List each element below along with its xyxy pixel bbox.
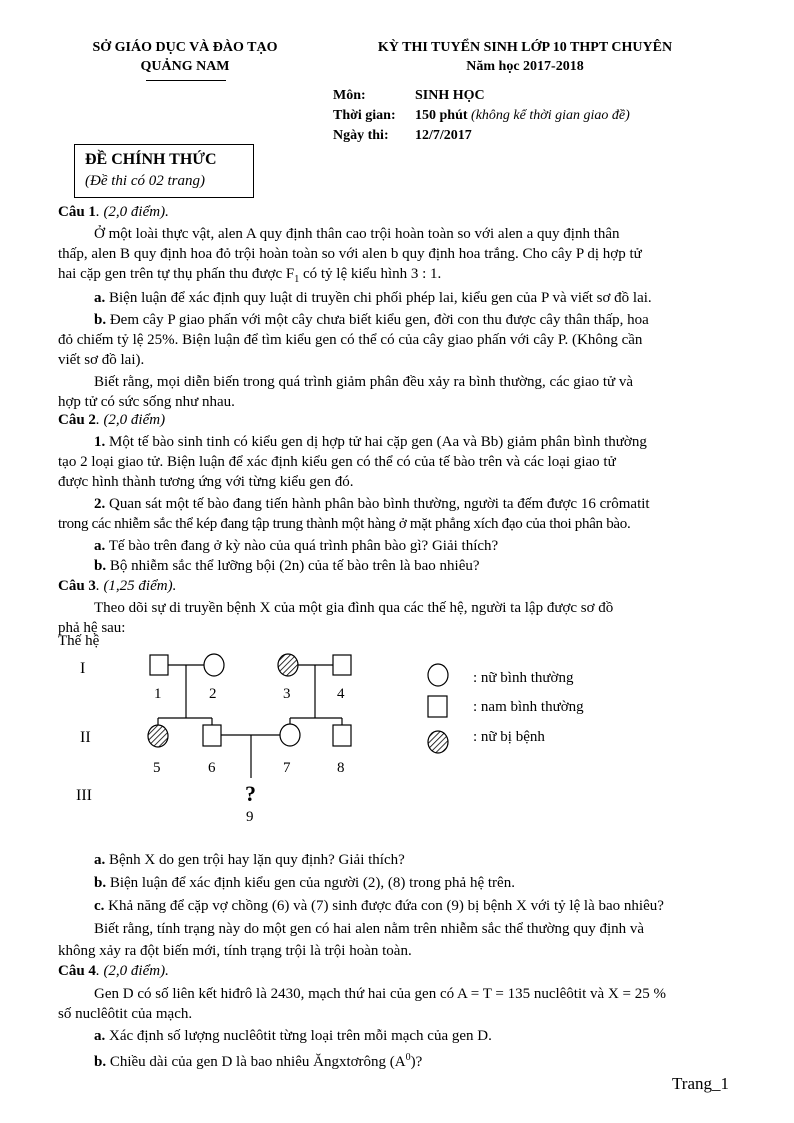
- q1-b-label: b.: [94, 312, 107, 328]
- q3-b-text: Biện luận để xác định kiểu gen của người (2), (8) trong phả hệ trên.: [106, 875, 515, 891]
- q4-part-a: [58, 1026, 738, 1046]
- individual-number-7: 7: [283, 760, 291, 776]
- q3-c-label: c.: [94, 898, 105, 914]
- individual-number-1: 1: [154, 686, 162, 702]
- time-value: 150 phút: [415, 108, 468, 123]
- individual-9-unknown: ?: [245, 781, 256, 806]
- q4-a-text: Xác định số lượng nuclêôtit từng loại trên mỗi mạch của gen D.: [105, 1028, 492, 1044]
- individual-8-male: [333, 725, 351, 746]
- individual-number-9: 9: [246, 809, 254, 825]
- q2-b-text: Bộ nhiễm sắc thể lưỡng bội (2n) của tế bào trên là bao nhiêu?: [106, 558, 480, 574]
- official-exam-box: [74, 144, 254, 198]
- department-underline: [146, 80, 226, 81]
- q3-intro-1: Theo dõi sự di truyền bệnh X của một gia đình qua các thế hệ, người ta lập được sơ đồ: [94, 600, 614, 616]
- exam-meta: [333, 86, 630, 146]
- q1-heading: [58, 202, 738, 222]
- official-title: ĐỀ CHÍNH THỨC: [85, 151, 217, 168]
- q3-c-text: Khả năng để cặp vợ chồng (6) và (7) sinh được đứa con (9) bị bệnh X với tỷ lệ là bao nhiêu?: [104, 898, 664, 914]
- subject-label: Môn:: [333, 88, 366, 103]
- q3-note-1: Biết rằng, tính trạng này do một gen có hai alen nằm trên nhiễm sắc thể thường quy định và: [94, 921, 645, 937]
- generation-header: Thế hệ: [58, 633, 100, 649]
- legend-male-normal-icon: [428, 696, 447, 717]
- individual-4-male: [333, 655, 351, 675]
- q4-heading: [58, 961, 738, 981]
- individual-number-2: 2: [209, 686, 217, 702]
- q1-note-1: Biết rằng, mọi diễn biến trong quá trình giảm phân đều xảy ra bình thường, các giao tử và: [94, 374, 634, 390]
- individual-6-male: [203, 725, 221, 746]
- individual-number-3: 3: [283, 686, 291, 702]
- q1-part-a: [58, 288, 738, 308]
- date-value: 12/7/2017: [415, 128, 472, 143]
- date-row: [333, 126, 630, 146]
- q2-part-b: [58, 556, 738, 576]
- page-number: Trang_1: [672, 1074, 729, 1093]
- q2-title: Câu 2: [58, 412, 96, 428]
- individual-number-6: 6: [208, 760, 216, 776]
- q4-b-end: )?: [410, 1054, 423, 1070]
- q2-part-1-1: [58, 432, 738, 452]
- q4-intro-1: Gen D có số liên kết hiđrô là 2430, mạch thứ hai của gen có A = T = 135 nuclêôtit và X = 25 %: [94, 986, 667, 1002]
- q3-note-2: không xảy ra đột biến mới, tính trạng trội là trội hoàn toàn.: [58, 943, 412, 959]
- q4-b-label: b.: [94, 1054, 107, 1070]
- official-note: (Đề thi có 02 trang): [85, 173, 205, 189]
- individual-1-male: [150, 655, 168, 675]
- exam-title: KỲ THI TUYỂN SINH LỚP 10 THPT CHUYÊN: [377, 40, 673, 55]
- q2-part-2-2: trong các nhiễm sắc thể kép đang tập trung thành một hàng ở mặt phẳng xích đạo của thoi phân bào.: [58, 516, 631, 532]
- q1-intro-1: Ở một loài thực vật, alen A quy định thân cao trội hoàn toàn so với alen a quy định thân: [94, 226, 620, 242]
- generation-label-ii: II: [80, 729, 91, 746]
- individual-5-female-affected: [148, 725, 168, 747]
- school-year: Năm học 2017-2018: [466, 59, 584, 74]
- q1-part-b-3: viết sơ đồ lai).: [58, 352, 145, 368]
- department-name: [60, 38, 310, 76]
- q4-part-b: [58, 1048, 738, 1072]
- individual-7-female: [280, 724, 300, 746]
- exam-title-block: [330, 38, 720, 76]
- q2-part-2-1: [58, 494, 738, 514]
- time-note: (không kể thời gian giao đề): [471, 108, 630, 123]
- q2-b-label: b.: [94, 558, 107, 574]
- q1-a-text: Biện luận để xác định quy luật di truyền chi phối phép lai, kiểu gen của P và viết sơ đồ lai.: [105, 290, 652, 306]
- time-label: Thời gian:: [333, 108, 396, 123]
- q2-part-1-3: được hình thành tương ứng với từng kiểu gen đó.: [58, 474, 354, 490]
- q3-part-a: [58, 850, 738, 870]
- legend-female-normal: : nữ bình thường: [473, 670, 574, 686]
- legend-male-normal: : nam bình thường: [473, 699, 584, 715]
- q1-intro-3: [58, 264, 738, 290]
- q3-a-label: a.: [94, 852, 106, 868]
- department-line-1: SỞ GIÁO DỤC VÀ ĐÀO TẠO: [92, 40, 278, 55]
- q3-heading: [58, 576, 738, 596]
- individual-2-female: [204, 654, 224, 676]
- q3-title: Câu 3: [58, 578, 96, 594]
- time-row: [333, 106, 630, 126]
- pedigree-chart: [0, 620, 794, 830]
- individual-number-4: 4: [337, 686, 345, 702]
- q1-intro-3-text: hai cặp gen trên tự thụ phấn thu được F: [58, 266, 295, 282]
- date-label: Ngày thi:: [333, 128, 389, 143]
- q2-p1-label: 1.: [94, 434, 106, 450]
- q2-part-1-2: tạo 2 loại giao tử. Biện luận để xác định kiểu gen có thể có của tế bào trên và các loại giao tử: [58, 454, 616, 470]
- q2-a-label: a.: [94, 538, 106, 554]
- department-line-2: QUẢNG NAM: [140, 59, 230, 74]
- q1-b-text-1: Đem cây P giao phấn với một cây chưa biết kiểu gen, đời con thu được cây thân thấp, hoa: [106, 312, 649, 328]
- q4-a-label: a.: [94, 1028, 106, 1044]
- q4-intro-2: số nuclêôtit của mạch.: [58, 1006, 193, 1022]
- q3-part-c: [58, 896, 738, 916]
- q2-part-a: [58, 536, 738, 556]
- individual-3-female-affected: [278, 654, 298, 676]
- subject-value: SINH HỌC: [415, 88, 485, 103]
- q1-note-2: hợp tử có sức sống như nhau.: [58, 394, 235, 410]
- q1-intro-2: thấp, alen B quy định hoa đỏ trội hoàn toàn so với alen b quy định hoa trắng. Cho cây P dị hợp tử: [58, 246, 642, 262]
- q3-points: . (1,25 điểm).: [95, 578, 177, 594]
- q1-points: . (2,0 điểm).: [95, 204, 169, 220]
- q2-p1-text-1: Một tế bào sinh tinh có kiểu gen dị hợp tử hai cặp gen (Aa và Bb) giảm phân bình thường: [105, 434, 647, 450]
- q1-intro-3-end: có tỷ lệ kiểu hình 3 : 1.: [299, 266, 442, 282]
- q1-intro-3-sub: 1: [294, 274, 300, 285]
- q2-p2-text-1: Quan sát một tế bào đang tiến hành phân bào bình thường, người ta đếm được 16 crômatit: [105, 496, 650, 512]
- q3-a-text: Bệnh X do gen trội hay lặn quy định? Giải thích?: [105, 852, 405, 868]
- q4-points: . (2,0 điểm).: [95, 963, 169, 979]
- subject-row: [333, 86, 630, 106]
- q1-part-b-1: [58, 310, 738, 330]
- q3-intro-2: phả hệ sau:: [58, 620, 126, 636]
- generation-label-i: I: [80, 660, 86, 677]
- q1-a-label: a.: [94, 290, 106, 306]
- q1-part-b-2: đỏ chiếm tỷ lệ 25%. Biện luận để tìm kiểu gen có thể có của cây giao phấn với cây P. (Không cần: [58, 332, 643, 348]
- legend-female-affected-icon: [428, 731, 448, 753]
- q2-heading: [58, 410, 738, 430]
- q2-points: . (2,0 điểm): [95, 412, 166, 428]
- legend-female-affected: : nữ bị bệnh: [473, 729, 545, 745]
- q3-b-label: b.: [94, 875, 107, 891]
- individual-number-5: 5: [153, 760, 161, 776]
- generation-label-iii: III: [76, 787, 92, 804]
- q1-title: Câu 1: [58, 204, 96, 220]
- q4-b-sup: 0: [405, 1052, 411, 1063]
- legend-female-normal-icon: [428, 664, 448, 686]
- q4-title: Câu 4: [58, 963, 96, 979]
- q2-a-text: Tế bào trên đang ở kỳ nào của quá trình phân bào gì? Giải thích?: [105, 538, 499, 554]
- q3-part-b: [58, 873, 738, 893]
- individual-number-8: 8: [337, 760, 345, 776]
- q2-p2-label: 2.: [94, 496, 106, 512]
- q4-b-text: Chiều dài của gen D là bao nhiêu Ăngxtơrông (A: [106, 1054, 406, 1070]
